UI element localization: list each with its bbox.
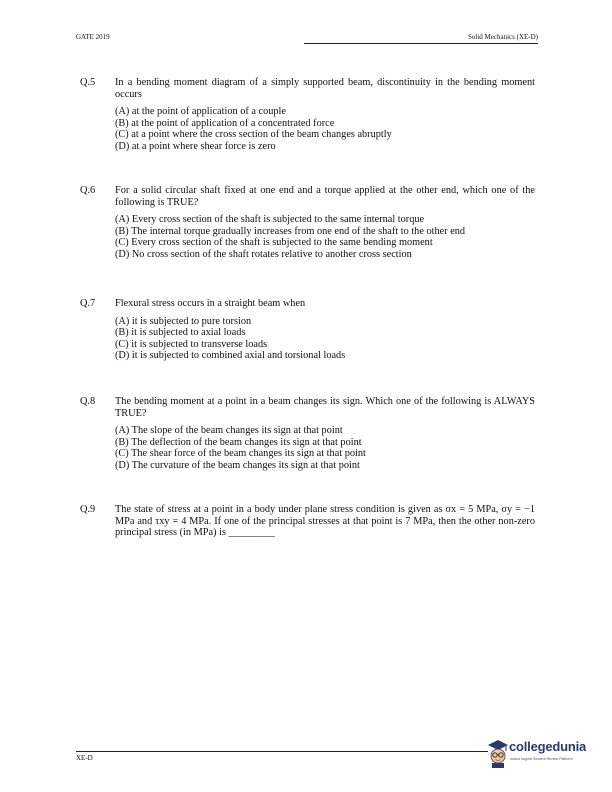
question-text: For a solid circular shaft fixed at one end and a torque applied at the other end, which one of the following is TRUE? xyxy=(115,185,535,208)
paper-code: XE-D xyxy=(76,754,93,762)
header-divider xyxy=(304,43,538,44)
section-title: Solid Mechanics (XE-D) xyxy=(468,33,538,41)
option-c: (C) Every cross section of the shaft is subjected to the same bending moment xyxy=(115,237,433,248)
question-number: Q.9 xyxy=(80,504,96,515)
question-text: In a bending moment diagram of a simply supported beam, discontinuity in the bending moment occurs xyxy=(115,77,535,100)
question-number: Q.6 xyxy=(80,185,96,196)
options-list xyxy=(115,214,535,260)
option-a: (A) at the point of application of a couple xyxy=(115,106,286,117)
option-d: (D) The curvature of the beam changes its sign at that point xyxy=(115,459,360,471)
question-q5 xyxy=(80,77,535,152)
option-a: (A) Every cross section of the shaft is subjected to the same internal torque xyxy=(115,214,425,225)
question-text: Flexural stress occurs in a straight beam when xyxy=(115,298,306,309)
option-b: (B) The deflection of the beam changes its sign at that point xyxy=(115,436,362,448)
exam-title: GATE 2019 xyxy=(76,33,110,41)
logo-wordmark: collegedunia xyxy=(509,739,587,754)
option-c: (C) at a point where the cross section of the beam changes abruptly xyxy=(115,129,392,140)
option-c: (C) it is subjected to transverse loads xyxy=(115,338,268,350)
question-q8 xyxy=(80,396,535,471)
option-d: (D) at a point where shear force is zero xyxy=(115,140,276,152)
options-list xyxy=(115,425,535,471)
question-q7 xyxy=(80,298,535,362)
question-text: The bending moment at a point in a beam changes its sign. Which one of the following is ALWAYS TRUE? xyxy=(115,396,535,419)
option-b: (B) The internal torque gradually increases from one end of the shaft to the other end xyxy=(115,225,466,237)
question-number: Q.8 xyxy=(80,396,96,407)
option-a: (A) it is subjected to pure torsion xyxy=(115,315,252,327)
question-q6 xyxy=(80,185,535,260)
option-d: (D) No cross section of the shaft rotates relative to another cross section xyxy=(115,248,412,260)
option-d: (D) it is subjected to combined axial and torsional loads xyxy=(115,350,346,361)
graduate-mascot-icon xyxy=(486,738,510,768)
options-list xyxy=(115,106,535,152)
option-c: (C) The shear force of the beam changes its sign at that point xyxy=(115,448,366,459)
option-b: (B) at the point of application of a concentrated force xyxy=(115,117,335,129)
option-a: (A) The slope of the beam changes its sign at that point xyxy=(115,425,343,436)
question-number: Q.7 xyxy=(80,298,96,309)
question-number: Q.5 xyxy=(80,77,96,88)
question-text: The state of stress at a point in a body under plane stress condition is given as σx = 5 MPa, σy = −1 MPa and τxy = 4 MPa. If one of the principal stresses at that point is 7 MPa, then the other non-zero principal stress (in MPa) is _________ xyxy=(115,504,535,538)
footer-divider xyxy=(76,751,488,752)
options-list xyxy=(115,316,535,362)
logo-tagline: India's largest Student Review Platform xyxy=(510,757,573,761)
option-b: (B) it is subjected to axial loads xyxy=(115,327,246,338)
question-q9 xyxy=(80,504,535,539)
collegedunia-logo xyxy=(486,738,596,772)
